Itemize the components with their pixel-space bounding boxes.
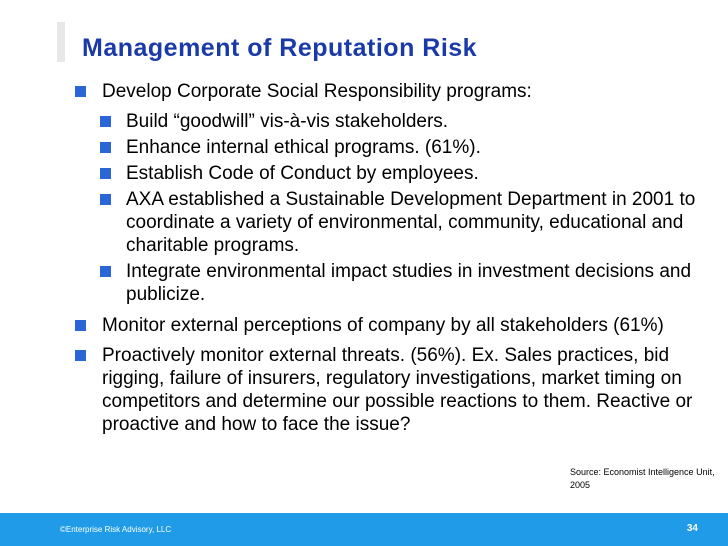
square-bullet-icon [100,116,111,127]
square-bullet-icon [100,194,111,205]
title-accent-bar [57,22,65,62]
sub-bullet-text: Integrate environmental impact studies in investment decisions and publicize. [126,261,692,305]
sub-bullet-text: Enhance internal ethical programs. (61%). [126,137,481,158]
square-bullet-icon [75,320,86,331]
footer-bar [0,513,728,546]
square-bullet-icon [75,86,86,97]
slide-content [70,80,720,443]
sub-bullet-text: Build “goodwill” vis-à-vis stakeholders. [126,111,449,132]
sub-bullet-item [70,162,720,185]
sub-bullet-item [70,260,720,306]
square-bullet-icon [75,350,86,361]
square-bullet-icon [100,142,111,153]
sub-bullet-text: Establish Code of Conduct by employees. [126,163,479,184]
slide-title: Management of Reputation Risk [82,34,478,62]
bullet-item [70,314,720,337]
bullet-item [70,344,720,436]
square-bullet-icon [100,266,111,277]
source-note: Source: Economist Intelligence Unit, 2005 [570,467,715,490]
sub-bullet-item [70,110,720,133]
page-number: 34 [686,523,698,534]
sub-bullet-item [70,136,720,159]
footer-copyright: ©Enterprise Risk Advisory, LLC [60,525,172,534]
bullet-item [70,80,720,103]
bullet-text: Monitor external perceptions of company by all stakeholders (61%) [102,315,664,336]
sub-bullet-text: AXA established a Sustainable Development Department in 2001 to coordinate a variety of environmental, community, educational and charitable programs. [126,189,696,256]
sub-bullet-item [70,188,720,257]
sub-bullet-list [70,110,720,306]
bullet-text: Proactively monitor external threats. (56%). Ex. Sales practices, bid rigging, failure of insurers, regulatory investigations, market timing on competitors and determine our possible reactions to them. Reactive or proactive and how to face the issue? [102,345,693,435]
square-bullet-icon [100,168,111,179]
bullet-text: Develop Corporate Social Responsibility programs: [102,81,532,102]
